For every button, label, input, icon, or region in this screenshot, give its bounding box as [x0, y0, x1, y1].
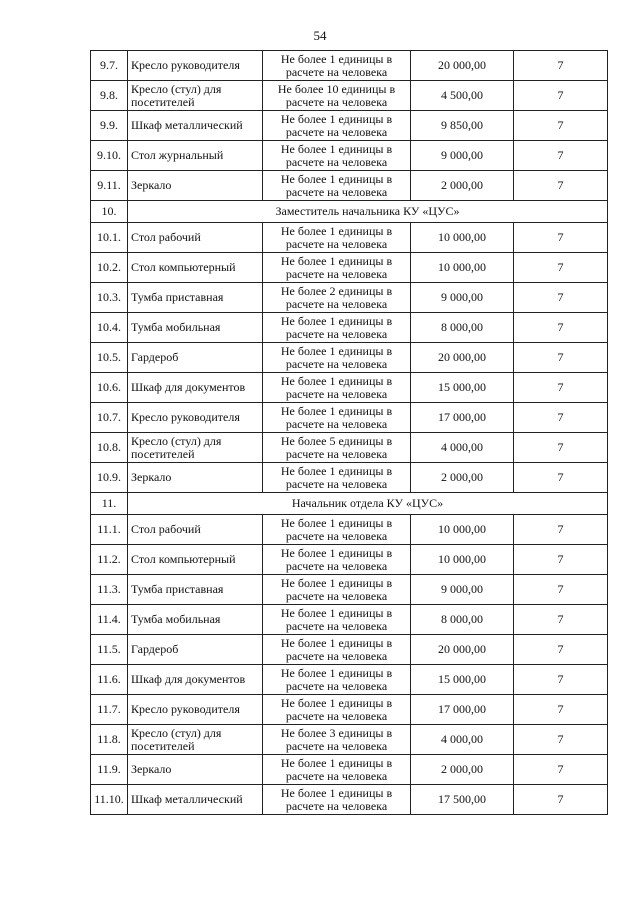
item-norm: Не более 1 единицы в расчете на человека [263, 755, 411, 785]
item-price: 4 000,00 [411, 725, 514, 755]
item-price: 9 000,00 [411, 141, 514, 171]
item-price: 9 000,00 [411, 575, 514, 605]
item-price: 17 500,00 [411, 785, 514, 815]
item-number: 11.2. [91, 545, 128, 575]
item-number: 9.9. [91, 111, 128, 141]
table-body [91, 51, 608, 815]
item-service-life: 7 [514, 605, 608, 635]
item-number: 10.4. [91, 313, 128, 343]
table-row [91, 665, 608, 695]
item-service-life: 7 [514, 253, 608, 283]
table-row [91, 605, 608, 635]
table-row [91, 635, 608, 665]
item-service-life: 7 [514, 141, 608, 171]
item-number: 11.1. [91, 515, 128, 545]
item-name: Кресло (стул) для посетителей [128, 725, 263, 755]
item-price: 15 000,00 [411, 373, 514, 403]
item-name: Тумба приставная [128, 575, 263, 605]
item-name: Кресло руководителя [128, 51, 263, 81]
table-row [91, 81, 608, 111]
item-name: Тумба мобильная [128, 313, 263, 343]
table-row [91, 283, 608, 313]
item-service-life: 7 [514, 785, 608, 815]
item-norm: Не более 1 единицы в расчете на человека [263, 635, 411, 665]
item-norm: Не более 1 единицы в расчете на человека [263, 141, 411, 171]
item-service-life: 7 [514, 111, 608, 141]
item-number: 10.2. [91, 253, 128, 283]
item-name: Стол рабочий [128, 515, 263, 545]
item-name: Тумба приставная [128, 283, 263, 313]
item-name: Стол журнальный [128, 141, 263, 171]
item-name: Стол компьютерный [128, 253, 263, 283]
item-service-life: 7 [514, 695, 608, 725]
table-row [91, 373, 608, 403]
item-price: 4 500,00 [411, 81, 514, 111]
item-number: 11.6. [91, 665, 128, 695]
item-service-life: 7 [514, 725, 608, 755]
item-number: 10.8. [91, 433, 128, 463]
table-row [91, 403, 608, 433]
item-name: Зеркало [128, 755, 263, 785]
item-number: 11.10. [91, 785, 128, 815]
item-norm: Не более 5 единицы в расчете на человека [263, 433, 411, 463]
item-price: 2 000,00 [411, 171, 514, 201]
item-norm: Не более 1 единицы в расчете на человека [263, 665, 411, 695]
table-row [91, 695, 608, 725]
item-norm: Не более 1 единицы в расчете на человека [263, 463, 411, 493]
item-number: 9.10. [91, 141, 128, 171]
item-price: 17 000,00 [411, 695, 514, 725]
item-number: 10.5. [91, 343, 128, 373]
item-price: 8 000,00 [411, 313, 514, 343]
item-number: 10.7. [91, 403, 128, 433]
table-row [91, 433, 608, 463]
item-norm: Не более 1 единицы в расчете на человека [263, 111, 411, 141]
item-service-life: 7 [514, 635, 608, 665]
table-row [91, 785, 608, 815]
table-row [91, 463, 608, 493]
table-row [91, 223, 608, 253]
section-row [91, 493, 608, 515]
item-norm: Не более 1 единицы в расчете на человека [263, 785, 411, 815]
item-price: 2 000,00 [411, 463, 514, 493]
item-number: 9.8. [91, 81, 128, 111]
section-row [91, 201, 608, 223]
item-name: Стол компьютерный [128, 545, 263, 575]
item-service-life: 7 [514, 755, 608, 785]
item-name: Кресло (стул) для посетителей [128, 433, 263, 463]
item-service-life: 7 [514, 545, 608, 575]
section-title: Начальник отдела КУ «ЦУС» [128, 493, 608, 515]
item-norm: Не более 1 единицы в расчете на человека [263, 51, 411, 81]
item-price: 2 000,00 [411, 755, 514, 785]
table-row [91, 725, 608, 755]
table-row [91, 515, 608, 545]
item-name: Шкаф для документов [128, 373, 263, 403]
item-price: 10 000,00 [411, 545, 514, 575]
item-price: 10 000,00 [411, 253, 514, 283]
item-price: 20 000,00 [411, 343, 514, 373]
item-number: 11.8. [91, 725, 128, 755]
item-service-life: 7 [514, 81, 608, 111]
item-service-life: 7 [514, 433, 608, 463]
page-number: 54 [313, 28, 327, 43]
item-norm: Не более 1 единицы в расчете на человека [263, 373, 411, 403]
item-number: 11.3. [91, 575, 128, 605]
table-row [91, 253, 608, 283]
item-service-life: 7 [514, 171, 608, 201]
item-price: 10 000,00 [411, 223, 514, 253]
item-price: 4 000,00 [411, 433, 514, 463]
item-price: 9 850,00 [411, 111, 514, 141]
item-norm: Не более 1 единицы в расчете на человека [263, 515, 411, 545]
item-service-life: 7 [514, 373, 608, 403]
item-norm: Не более 1 единицы в расчете на человека [263, 605, 411, 635]
item-service-life: 7 [514, 515, 608, 545]
item-number: 10.6. [91, 373, 128, 403]
item-norm: Не более 1 единицы в расчете на человека [263, 223, 411, 253]
item-name: Гардероб [128, 343, 263, 373]
table-row [91, 545, 608, 575]
item-name: Зеркало [128, 463, 263, 493]
item-price: 17 000,00 [411, 403, 514, 433]
item-number: 10.9. [91, 463, 128, 493]
item-price: 9 000,00 [411, 283, 514, 313]
item-service-life: 7 [514, 313, 608, 343]
item-norm: Не более 1 единицы в расчете на человека [263, 171, 411, 201]
item-service-life: 7 [514, 463, 608, 493]
item-price: 20 000,00 [411, 635, 514, 665]
table-row [91, 343, 608, 373]
item-number: 11.4. [91, 605, 128, 635]
item-name: Гардероб [128, 635, 263, 665]
item-norm: Не более 1 единицы в расчете на человека [263, 545, 411, 575]
item-service-life: 7 [514, 283, 608, 313]
table-row [91, 755, 608, 785]
item-name: Стол рабочий [128, 223, 263, 253]
furniture-norms-table [90, 50, 608, 815]
table-row [91, 575, 608, 605]
item-number: 9.11. [91, 171, 128, 201]
item-name: Шкаф металлический [128, 785, 263, 815]
item-norm: Не более 1 единицы в расчете на человека [263, 253, 411, 283]
table-row [91, 141, 608, 171]
item-norm: Не более 3 единицы в расчете на человека [263, 725, 411, 755]
item-norm: Не более 1 единицы в расчете на человека [263, 403, 411, 433]
item-service-life: 7 [514, 665, 608, 695]
item-name: Кресло (стул) для посетителей [128, 81, 263, 111]
table-row [91, 111, 608, 141]
item-norm: Не более 1 единицы в расчете на человека [263, 313, 411, 343]
section-number: 11. [91, 493, 128, 515]
item-number: 11.5. [91, 635, 128, 665]
table-row [91, 171, 608, 201]
item-name: Тумба мобильная [128, 605, 263, 635]
item-norm: Не более 1 единицы в расчете на человека [263, 695, 411, 725]
item-name: Кресло руководителя [128, 695, 263, 725]
item-norm: Не более 1 единицы в расчете на человека [263, 575, 411, 605]
item-norm: Не более 1 единицы в расчете на человека [263, 343, 411, 373]
item-number: 11.9. [91, 755, 128, 785]
item-price: 20 000,00 [411, 51, 514, 81]
item-service-life: 7 [514, 223, 608, 253]
item-price: 15 000,00 [411, 665, 514, 695]
section-number: 10. [91, 201, 128, 223]
item-number: 10.1. [91, 223, 128, 253]
item-number: 9.7. [91, 51, 128, 81]
item-norm: Не более 2 единицы в расчете на человека [263, 283, 411, 313]
item-name: Кресло руководителя [128, 403, 263, 433]
table-row [91, 313, 608, 343]
item-number: 10.3. [91, 283, 128, 313]
section-title: Заместитель начальника КУ «ЦУС» [128, 201, 608, 223]
table-row [91, 51, 608, 81]
item-number: 11.7. [91, 695, 128, 725]
item-name: Зеркало [128, 171, 263, 201]
item-service-life: 7 [514, 343, 608, 373]
item-price: 8 000,00 [411, 605, 514, 635]
item-service-life: 7 [514, 51, 608, 81]
item-name: Шкаф металлический [128, 111, 263, 141]
item-service-life: 7 [514, 403, 608, 433]
item-price: 10 000,00 [411, 515, 514, 545]
item-norm: Не более 10 единицы в расчете на человека [263, 81, 411, 111]
item-name: Шкаф для документов [128, 665, 263, 695]
item-service-life: 7 [514, 575, 608, 605]
